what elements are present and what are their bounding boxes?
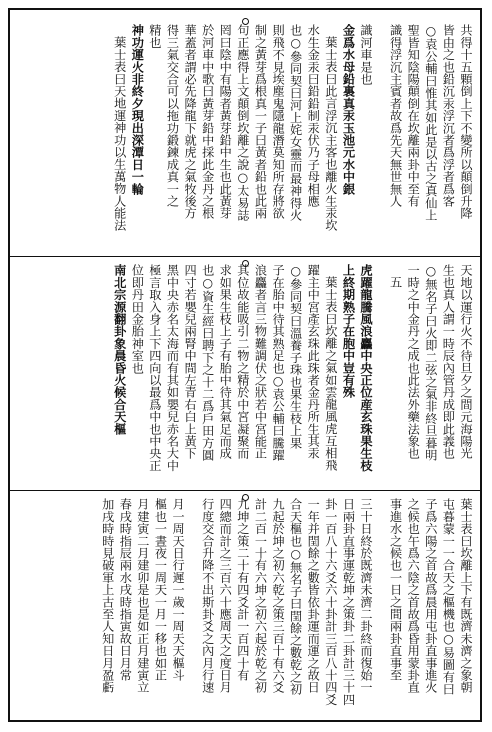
commentary-column: 於河車中歌曰黃芽鉛中採此金丹之根 [200, 24, 215, 220]
commentary-column: 九起於坤之初六乾之策三百十有六爻 [271, 498, 286, 694]
commentary-column: 四寸若嬰兒兩腎中間左青右白上黃下 [183, 264, 198, 460]
column-gap [186, 498, 198, 714]
verse-column: 神功運火非終夕現出深潭日一輪 [130, 24, 145, 195]
column-gap [374, 264, 386, 484]
commentary-column: 黑中央赤名太海而有其如嬰兒赤名大中 [165, 264, 180, 472]
commentary-column: 天地以運行火不待旦夕之間元海陽光 [459, 264, 473, 460]
commentary-column: 春戌時指辰兩水戌時指寅故日月常 [118, 498, 133, 681]
commentary-column: 日兩卦直事運乾坤之策卦二卦計三十四 [341, 498, 356, 706]
book-page [8, 8, 482, 722]
commentary-column: ○參同契曰溫養子珠也果生枝上果 [288, 264, 303, 449]
commentary-column: 皆由之也鉛沉汞浮沉者爲浮者爲客 [441, 24, 456, 207]
panel-divider [10, 256, 480, 257]
commentary-column: 罔曰陰中有陽者黃芽鉛中生也此黃芽 [218, 24, 233, 220]
verse-column: 南北宗源翻卦象晨昏火候合天樞 [112, 264, 127, 435]
commentary-column: 計二百一十有六坤之初六起於乾之初 [253, 498, 268, 694]
commentary-column: 極言取入身上下四向以最爲中也中央正 [147, 264, 162, 472]
commentary-column: 屯暮蒙一一合天之樞機也○易圖有曰 [441, 498, 456, 695]
commentary-column: 合天樞也○無名子曰閏餘之數乾之初 [288, 498, 303, 695]
commentary-column: 事進水之候也一日之間兩卦直事至 [388, 498, 403, 681]
commentary-column: 五 [388, 276, 403, 289]
text-panel-middle [16, 264, 474, 484]
commentary-column: 精也 [147, 24, 162, 49]
commentary-column: 生也真人謂一時辰內管丹成即此義也 [441, 264, 456, 460]
commentary-column: 月建寅二月建卯是也是如正月建寅立 [135, 498, 150, 694]
column-gap [374, 498, 386, 714]
commentary-column: 四總而計之三百六十應周天之度日月 [218, 498, 233, 694]
commentary-column: 其位故能吸引二物之精於中宮凝聚而 [235, 264, 250, 460]
commentary-column: 共得十五顆倒上下不變所以顛倒升降 [459, 24, 473, 220]
commentary-column: ○袁公輔曰惟其如此是以古之真仙上 [423, 24, 438, 221]
commentary-column: 求如果生枝上子有胎中待其氣足而成 [218, 264, 233, 460]
commentary-column: 聖皆知陰陽顛倒在坎離兩卦中至有 [406, 24, 421, 207]
commentary-column: 華蓋者謂必先降龍下就虎之氣牧後方 [183, 24, 198, 220]
commentary-column: 葉士表曰坎離上下有既濟未濟之象朝 [459, 498, 473, 694]
commentary-column: 句正應得上文顛倒坎離之說○太易誌 [235, 24, 250, 221]
commentary-column: 三十日終於既濟未濟二卦終而復始一 [359, 498, 374, 694]
commentary-column: 也○資生經曰聘下之十二爲戶田方圓 [200, 264, 215, 461]
commentary-column: ○無名子曰火即二弦之氣非終旦暮明 [423, 264, 438, 461]
column-gap [374, 24, 386, 248]
commentary-column: 水生金汞曰鉛鉛制汞伏乃子母相應 [306, 24, 321, 207]
commentary-column: 也○參同契曰河上姹女靈而最神得火 [288, 24, 303, 221]
commentary-column: 子在胎中待其熟足也○袁公輔曰騰躍 [271, 264, 286, 461]
commentary-column: 制之黃芽爲根真一子曰黃者鉛也此兩 [253, 24, 268, 220]
text-panel-top [16, 24, 474, 248]
commentary-column: 之候也午爲六陰之首故爲昏用蒙卦直 [406, 498, 421, 694]
commentary-column: 月一周天日行遲一歲一周天天樞斗 [171, 498, 186, 681]
commentary-column: 躍主中宮產玄珠此珠者金丹所生其汞 [306, 264, 321, 460]
commentary-column: 則飛不見埃塵鬼隱龍潛莫知所存將欲 [271, 24, 286, 220]
commentary-column: 浪麤者言三物難調伏之狀若中宮能正 [253, 264, 268, 460]
commentary-column: 位即丹田金胎神室也 [130, 264, 145, 374]
commentary-column: 子爲六陽之首故爲晨用屯卦直事進火 [423, 498, 438, 694]
commentary-column: 識得浮沉主賓者故爲先天無世無人 [388, 24, 403, 207]
text-panel-bottom [16, 498, 474, 714]
commentary-column: 得三氣交合可以拖功鍛鍊成真一之 [165, 24, 180, 207]
commentary-column: 葉士表曰此言浮沉主客也離火生汞坎 [323, 36, 338, 232]
verse-column: 上終期熟子在胞中豈有殊 [341, 264, 356, 399]
commentary-column: 九坤之策二十有四爻計一百四十有 [235, 498, 250, 681]
commentary-column: 樞也一晝夜一周天一月一移也如正 [153, 498, 168, 681]
commentary-column: 一時之中金丹之成也此法外藥法象也 [406, 264, 421, 460]
commentary-column: 葉士表曰坎離之氣如雲龍風虎互相飛 [323, 276, 338, 472]
commentary-column: 一年并閏餘之數皆依卦運而運之故日 [306, 498, 321, 694]
verse-column: 虎躍龍騰風浪麤中央正位産玄珠果生枝 [359, 264, 374, 472]
commentary-column: 識河車是也 [359, 24, 374, 85]
verse-column: 金爲水母鉛裏真汞玉池元水中銀 [341, 24, 356, 195]
commentary-column: 行度交合升降不出斯卦爻之內月行速 [200, 498, 215, 694]
commentary-column: 卦一百八十六爻六十卦計三百八十四爻 [323, 498, 338, 706]
panel-divider [10, 490, 480, 491]
commentary-column: 葉士表曰天地運神功以生萬物人能法 [112, 36, 127, 232]
commentary-column: 加戌時時見破軍上古至人知日月盈虧 [100, 498, 115, 694]
